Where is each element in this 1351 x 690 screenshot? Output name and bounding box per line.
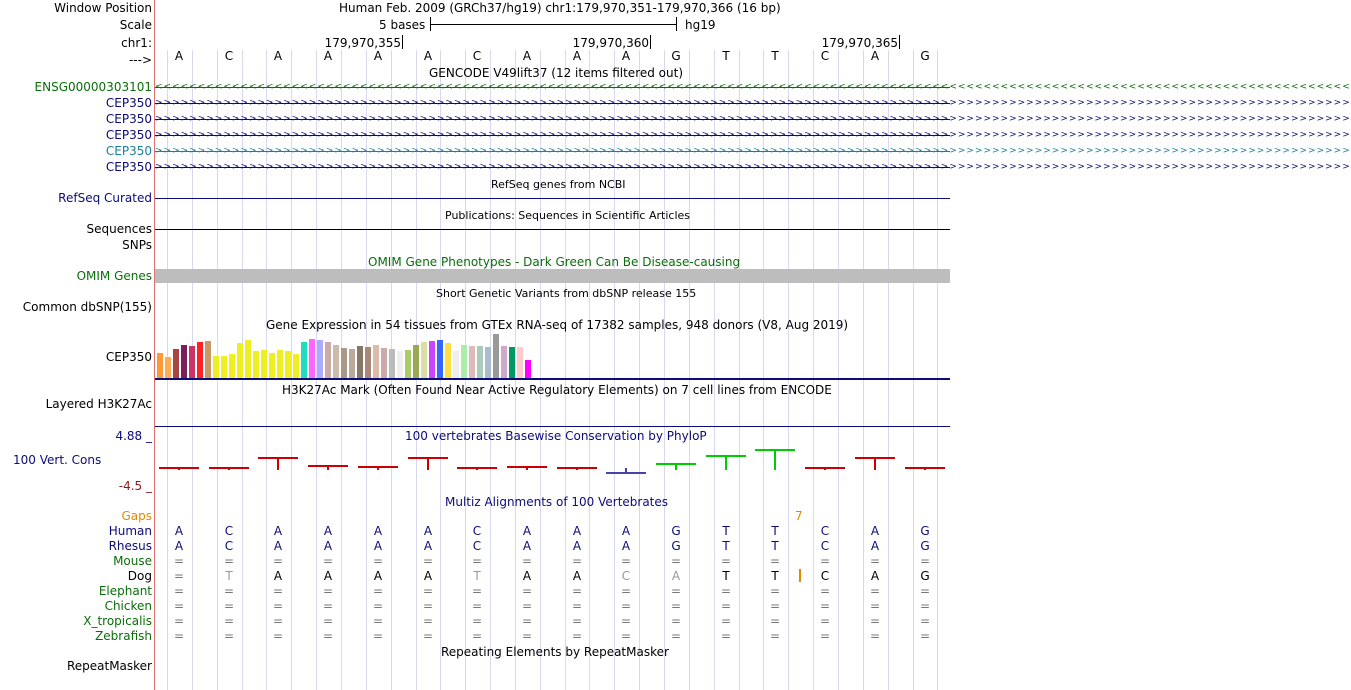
alignment-base: =: [173, 599, 185, 613]
alignment-base: =: [422, 584, 434, 598]
gtex-tissue-bar[interactable]: [205, 341, 211, 378]
alignment-base: A: [870, 539, 880, 553]
alignment-base: T: [722, 524, 730, 538]
alignment-base: A: [870, 569, 880, 583]
gtex-tissue-bar[interactable]: [261, 350, 267, 378]
alignment-base: =: [819, 629, 831, 643]
alignment-base: G: [671, 524, 681, 538]
alignment-base: =: [272, 584, 284, 598]
omim-bar[interactable]: [155, 269, 950, 283]
phylop-min-label: -4.5 _: [118, 479, 152, 493]
alignment-base: =: [471, 629, 483, 643]
alignment-base: C: [621, 569, 631, 583]
alignment-base: C: [820, 539, 830, 553]
gtex-tissue-bar[interactable]: [349, 349, 355, 378]
species-label[interactable]: Chicken: [104, 599, 152, 613]
alignment-base: =: [720, 599, 732, 613]
chrom-label: chr1:: [121, 36, 152, 50]
coordinate-label: 179,970,355: [324, 36, 401, 50]
dbsnp-label[interactable]: Common dbSNP(155): [22, 300, 152, 314]
reference-base: A: [423, 49, 433, 63]
coordinate-label: 179,970,365: [821, 36, 898, 50]
alignment-base: A: [671, 569, 681, 583]
alignment-base: =: [571, 614, 583, 628]
alignment-base: =: [670, 614, 682, 628]
gtex-tissue-bar[interactable]: [445, 343, 451, 378]
alignment-base: A: [273, 539, 283, 553]
gtex-tissue-bar[interactable]: [293, 354, 299, 378]
species-label[interactable]: Zebrafish: [95, 629, 152, 643]
gtex-tissue-bar[interactable]: [437, 340, 443, 378]
multiz-title[interactable]: Multiz Alignments of 100 Vertebrates: [445, 495, 669, 509]
species-label[interactable]: Dog: [127, 569, 152, 583]
gtex-tissue-bar[interactable]: [181, 345, 187, 378]
alignment-base: =: [869, 614, 881, 628]
alignment-base: =: [620, 614, 632, 628]
alignment-base: A: [323, 569, 333, 583]
phylop-bars[interactable]: [155, 440, 950, 490]
gtex-tissue-bar[interactable]: [221, 356, 227, 378]
reference-base: G: [671, 49, 681, 63]
gtex-tissue-bar[interactable]: [413, 345, 419, 378]
alignment-base: =: [819, 554, 831, 568]
alignment-base: A: [373, 524, 383, 538]
alignment-base: =: [720, 584, 732, 598]
alignment-base: =: [223, 629, 235, 643]
alignment-base: C: [820, 524, 830, 538]
coordinate-tick: [899, 35, 900, 49]
alignment-base: =: [720, 554, 732, 568]
phylop-score-mark[interactable]: [656, 463, 696, 470]
reference-base: A: [174, 49, 184, 63]
phylop-score-mark[interactable]: [308, 465, 348, 470]
gtex-tissue-bar[interactable]: [173, 349, 179, 378]
alignment-base: =: [422, 629, 434, 643]
phylop-label[interactable]: 100 Vert. Cons: [13, 453, 102, 467]
alignment-base: A: [323, 524, 333, 538]
gtex-bars[interactable]: [155, 331, 555, 378]
species-label[interactable]: X_tropicalis: [83, 614, 152, 628]
alignment-base: C: [472, 524, 482, 538]
gtex-tissue-bar[interactable]: [237, 343, 243, 378]
alignment-base: =: [422, 599, 434, 613]
alignment-base: =: [620, 554, 632, 568]
phylop-score-mark[interactable]: [358, 466, 398, 470]
gencode-item-label[interactable]: CEP350: [105, 96, 152, 110]
gtex-tissue-bar[interactable]: [525, 360, 531, 378]
track-labels-column: [0, 0, 154, 690]
alignment-base: =: [173, 584, 185, 598]
alignment-base: =: [521, 554, 533, 568]
gencode-transcript[interactable]: >>>>>>>>>>>>>>>>>>>>>>>>>>>>>>>>>>>>>>>>>>>>>>>>>>>>>>>>>>>>>>>>>>>>>>>>>>>>>>>>>>>>>>>>>>>>>>>>>>>>>>>>>>>>>>>>>>>>>>>>>>>>>>>>>>>>>>>>>>>>: [155, 162, 1351, 172]
scale-bases-text: 5 bases: [379, 18, 426, 32]
alignment-base: T: [771, 569, 779, 583]
gtex-tissue-bar[interactable]: [461, 345, 467, 378]
scale-bar: [430, 17, 677, 31]
alignment-base: =: [272, 629, 284, 643]
alignment-base: T: [771, 524, 779, 538]
alignment-base: =: [919, 599, 931, 613]
phylop-score-mark[interactable]: [159, 467, 199, 470]
alignment-base: =: [322, 584, 334, 598]
reference-base: C: [820, 49, 830, 63]
phylop-score-mark[interactable]: [557, 467, 597, 470]
alignment-base: A: [522, 569, 532, 583]
reference-base: A: [621, 49, 631, 63]
alignment-base: T: [473, 569, 481, 583]
gtex-tissue-bar[interactable]: [229, 354, 235, 378]
gtex-tissue-bar[interactable]: [493, 334, 499, 378]
alignment-base: T: [722, 569, 730, 583]
alignment-base: C: [224, 524, 234, 538]
alignment-base: =: [322, 554, 334, 568]
omim-title[interactable]: OMIM Gene Phenotypes - Dark Green Can Be Disease-causing: [368, 255, 741, 269]
alignment-base: =: [769, 554, 781, 568]
gaps-label: Gaps: [121, 509, 152, 523]
alignment-base: =: [819, 599, 831, 613]
alignment-base: =: [422, 614, 434, 628]
phylop-score-mark[interactable]: [408, 457, 448, 470]
h3k27ac-label[interactable]: Layered H3K27Ac: [45, 397, 152, 411]
species-label[interactable]: Human: [108, 524, 152, 538]
alignment-base: =: [869, 599, 881, 613]
gtex-tissue-bar[interactable]: [373, 345, 379, 378]
alignment-base: =: [372, 629, 384, 643]
alignment-base: =: [919, 614, 931, 628]
publications-label[interactable]: Sequences: [86, 222, 152, 236]
alignment-base: T: [771, 539, 779, 553]
alignment-base: =: [272, 614, 284, 628]
alignment-base: A: [572, 539, 582, 553]
alignment-base: =: [372, 599, 384, 613]
gtex-tissue-bar[interactable]: [165, 357, 171, 378]
phylop-score-mark[interactable]: [905, 467, 945, 470]
refseq-title[interactable]: RefSeq genes from NCBI: [491, 178, 626, 191]
alignment-base: G: [920, 524, 930, 538]
alignment-base: =: [173, 569, 185, 583]
gtex-tissue-bar[interactable]: [277, 350, 283, 378]
alignment-base: =: [720, 614, 732, 628]
species-label[interactable]: Rhesus: [108, 539, 152, 553]
reference-base: A: [522, 49, 532, 63]
alignment-base: A: [423, 539, 433, 553]
db-text: hg19: [685, 18, 716, 32]
gencode-item-label[interactable]: CEP350: [105, 144, 152, 158]
gtex-tissue-bar[interactable]: [397, 351, 403, 378]
gtex-tissue-bar[interactable]: [301, 342, 307, 378]
alignment-base: A: [572, 524, 582, 538]
alignment-base: =: [919, 584, 931, 598]
gtex-tissue-bar[interactable]: [453, 351, 459, 378]
alignment-base: =: [521, 584, 533, 598]
gtex-label[interactable]: CEP350: [105, 350, 152, 364]
gtex-tissue-bar[interactable]: [405, 350, 411, 378]
phylop-score-mark[interactable]: [258, 457, 298, 470]
alignment-base: =: [272, 554, 284, 568]
publications-line[interactable]: [155, 229, 950, 230]
alignment-base: =: [372, 554, 384, 568]
alignment-base: =: [223, 554, 235, 568]
gtex-tissue-bar[interactable]: [381, 348, 387, 378]
alignment-base: A: [373, 539, 383, 553]
alignment-base: =: [919, 554, 931, 568]
gtex-tissue-bar[interactable]: [213, 356, 219, 378]
gencode-transcript[interactable]: <<<<<<<<<<<<<<<<<<<<<<<<<<<<<<<<<<<<<<<<<<<<<<<<<<<<<<<<<<<<<<<<<<<<<<<<<<<<<<<<<<<<<<<<<<<<<<<<<<<<<<<<<<<<<<<<<<<<<<<<<<<<<<<<<<<<<<<<<<<<: [155, 82, 1351, 92]
h3k27ac-title[interactable]: H3K27Ac Mark (Often Found Near Active Regulatory Elements) on 7 cell lines from ENCODE: [282, 383, 832, 397]
reference-base: A: [870, 49, 880, 63]
gtex-tissue-bar[interactable]: [485, 347, 491, 378]
alignment-base: =: [769, 584, 781, 598]
alignment-base: C: [472, 539, 482, 553]
alignment-base: =: [670, 629, 682, 643]
coordinate-tick: [402, 35, 403, 49]
gtex-tissue-bar[interactable]: [309, 339, 315, 378]
alignment-base: =: [571, 599, 583, 613]
alignment-base: =: [422, 554, 434, 568]
alignment-base: =: [372, 614, 384, 628]
gencode-transcript[interactable]: >>>>>>>>>>>>>>>>>>>>>>>>>>>>>>>>>>>>>>>>>>>>>>>>>>>>>>>>>>>>>>>>>>>>>>>>>>>>>>>>>>>>>>>>>>>>>>>>>>>>>>>>>>>>>>>>>>>>>>>>>>>>>>>>>>>>>>>>>>>>: [155, 130, 1351, 140]
gencode-transcript[interactable]: >>>>>>>>>>>>>>>>>>>>>>>>>>>>>>>>>>>>>>>>>>>>>>>>>>>>>>>>>>>>>>>>>>>>>>>>>>>>>>>>>>>>>>>>>>>>>>>>>>>>>>>>>>>>>>>>>>>>>>>>>>>>>>>>>>>>>>>>>>>>: [155, 114, 1351, 124]
reference-base: A: [273, 49, 283, 63]
publications-title[interactable]: Publications: Sequences in Scientific Articles: [445, 209, 690, 222]
reference-base: A: [323, 49, 333, 63]
phylop-title[interactable]: 100 vertebrates Basewise Conservation by PhyloP: [405, 429, 707, 443]
alignment-base: =: [620, 629, 632, 643]
gtex-title[interactable]: Gene Expression in 54 tissues from GTEx RNA-seq of 17382 samples, 948 donors (V8, Aug 2019): [266, 318, 849, 332]
alignment-base: =: [571, 554, 583, 568]
alignment-base: =: [471, 554, 483, 568]
alignment-base: G: [920, 569, 930, 583]
phylop-score-mark[interactable]: [457, 467, 497, 470]
alignment-base: =: [720, 629, 732, 643]
gencode-item-label[interactable]: CEP350: [105, 112, 152, 126]
alignment-base: =: [521, 629, 533, 643]
alignment-base: =: [819, 584, 831, 598]
track-data-area[interactable]: [155, 0, 1351, 690]
alignment-base: A: [373, 569, 383, 583]
gtex-tissue-bar[interactable]: [333, 345, 339, 378]
alignment-base: A: [273, 569, 283, 583]
alignment-base: =: [620, 599, 632, 613]
alignment-base: =: [571, 629, 583, 643]
omim-label[interactable]: OMIM Genes: [76, 269, 152, 283]
gtex-tissue-bar[interactable]: [365, 347, 371, 378]
gtex-tissue-bar[interactable]: [477, 346, 483, 378]
gap-marker: 7: [795, 509, 803, 523]
window-position-label: Window Position: [54, 1, 152, 15]
strand-arrow-label: --->: [128, 53, 152, 67]
alignment-base: G: [920, 539, 930, 553]
alignment-base: C: [820, 569, 830, 583]
alignment-base: =: [769, 629, 781, 643]
reference-base: A: [373, 49, 383, 63]
phylop-score-mark[interactable]: [606, 468, 646, 474]
alignment-base: =: [471, 599, 483, 613]
coordinate-tick: [650, 35, 651, 49]
assembly-position-text: Human Feb. 2009 (GRCh37/hg19) chr1:179,970,351-179,970,366 (16 bp): [339, 1, 781, 15]
species-label[interactable]: Mouse: [113, 554, 152, 568]
phylop-score-mark[interactable]: [507, 466, 547, 470]
alignment-base: =: [819, 614, 831, 628]
gtex-tissue-bar[interactable]: [429, 341, 435, 378]
phylop-score-mark[interactable]: [855, 457, 895, 470]
alignment-base: =: [223, 599, 235, 613]
gtex-tissue-bar[interactable]: [285, 351, 291, 378]
phylop-score-mark[interactable]: [209, 467, 249, 470]
phylop-score-mark[interactable]: [805, 467, 845, 470]
reference-base: A: [572, 49, 582, 63]
gtex-tissue-bar[interactable]: [197, 342, 203, 378]
alignment-base: =: [471, 584, 483, 598]
gtex-tissue-bar[interactable]: [509, 347, 515, 378]
alignment-base: =: [322, 629, 334, 643]
gencode-transcript[interactable]: >>>>>>>>>>>>>>>>>>>>>>>>>>>>>>>>>>>>>>>>>>>>>>>>>>>>>>>>>>>>>>>>>>>>>>>>>>>>>>>>>>>>>>>>>>>>>>>>>>>>>>>>>>>>>>>>>>>>>>>>>>>>>>>>>>>>>>>>>>>>: [155, 98, 1351, 108]
gtex-tissue-bar[interactable]: [269, 353, 275, 378]
reference-base: T: [771, 49, 779, 63]
alignment-base: G: [671, 539, 681, 553]
alignment-base: =: [869, 584, 881, 598]
alignment-base: =: [471, 614, 483, 628]
gencode-item-label[interactable]: CEP350: [105, 128, 152, 142]
gencode-transcript[interactable]: >>>>>>>>>>>>>>>>>>>>>>>>>>>>>>>>>>>>>>>>>>>>>>>>>>>>>>>>>>>>>>>>>>>>>>>>>>>>>>>>>>>>>>>>>>>>>>>>>>>>>>>>>>>>>>>>>>>>>>>>>>>>>>>>>>>>>>>>>>>>: [155, 146, 1351, 156]
alignment-base: =: [869, 554, 881, 568]
alignment-base: A: [522, 539, 532, 553]
snps-label[interactable]: SNPs: [122, 238, 152, 252]
alignment-base: =: [173, 554, 185, 568]
phylop-score-mark[interactable]: [706, 455, 746, 470]
gtex-tissue-bar[interactable]: [357, 346, 363, 378]
coordinate-label: 179,970,360: [572, 36, 649, 50]
gtex-tissue-bar[interactable]: [317, 340, 323, 378]
alignment-base: =: [769, 599, 781, 613]
gtex-tissue-bar[interactable]: [421, 342, 427, 378]
alignment-base: =: [223, 614, 235, 628]
alignment-base: =: [322, 599, 334, 613]
gtex-tissue-bar[interactable]: [501, 346, 507, 378]
repeatmasker-title[interactable]: Repeating Elements by RepeatMasker: [441, 645, 669, 659]
repeatmasker-label[interactable]: RepeatMasker: [66, 659, 152, 673]
refseq-label[interactable]: RefSeq Curated: [58, 191, 152, 205]
scale-label: Scale: [119, 18, 152, 32]
gtex-tissue-bar[interactable]: [189, 346, 195, 378]
alignment-base: =: [670, 554, 682, 568]
alignment-base: A: [522, 524, 532, 538]
alignment-base: A: [870, 524, 880, 538]
alignment-base: =: [571, 584, 583, 598]
alignment-base: =: [322, 614, 334, 628]
alignment-base: =: [223, 584, 235, 598]
species-label[interactable]: Elephant: [98, 584, 152, 598]
gtex-tissue-bar[interactable]: [469, 346, 475, 378]
h3k27ac-line: [155, 426, 950, 427]
gtex-tissue-bar[interactable]: [517, 347, 523, 378]
alignment-base: =: [670, 584, 682, 598]
gtex-tissue-bar[interactable]: [389, 349, 395, 378]
alignment-base: T: [722, 539, 730, 553]
phylop-score-mark[interactable]: [755, 449, 795, 470]
gtex-tissue-bar[interactable]: [341, 348, 347, 378]
alignment-base: =: [769, 614, 781, 628]
dog-gap-bar: [799, 569, 801, 582]
alignment-base: A: [174, 524, 184, 538]
reference-base: G: [920, 49, 930, 63]
gtex-baseline: [155, 378, 950, 380]
alignment-base: =: [620, 584, 632, 598]
alignment-base: A: [621, 524, 631, 538]
gtex-tissue-bar[interactable]: [325, 342, 331, 378]
alignment-base: =: [173, 629, 185, 643]
alignment-base: A: [621, 539, 631, 553]
gtex-tissue-bar[interactable]: [253, 351, 259, 378]
alignment-base: =: [919, 629, 931, 643]
alignment-base: =: [173, 614, 185, 628]
alignment-base: A: [423, 569, 433, 583]
gencode-title[interactable]: GENCODE V49lift37 (12 items filtered out): [429, 66, 684, 80]
alignment-base: =: [272, 599, 284, 613]
gencode-item-label[interactable]: CEP350: [105, 160, 152, 174]
alignment-base: A: [572, 569, 582, 583]
alignment-base: T: [225, 569, 233, 583]
gtex-tissue-bar[interactable]: [157, 353, 163, 378]
alignment-base: =: [670, 599, 682, 613]
alignment-base: A: [273, 524, 283, 538]
alignment-base: A: [174, 539, 184, 553]
alignment-base: A: [323, 539, 333, 553]
gencode-item-label[interactable]: ENSG00000303101: [34, 80, 152, 94]
alignment-base: =: [521, 599, 533, 613]
gtex-tissue-bar[interactable]: [245, 340, 251, 378]
alignment-base: =: [521, 614, 533, 628]
alignment-base: =: [372, 584, 384, 598]
alignment-base: =: [869, 629, 881, 643]
alignment-base: A: [423, 524, 433, 538]
phylop-max-label: 4.88 _: [115, 429, 152, 443]
alignment-base: C: [224, 539, 234, 553]
refseq-line[interactable]: [155, 198, 950, 199]
reference-base: T: [722, 49, 730, 63]
dbsnp-title[interactable]: Short Genetic Variants from dbSNP release 155: [436, 287, 697, 300]
reference-base: C: [472, 49, 482, 63]
reference-base: C: [224, 49, 234, 63]
